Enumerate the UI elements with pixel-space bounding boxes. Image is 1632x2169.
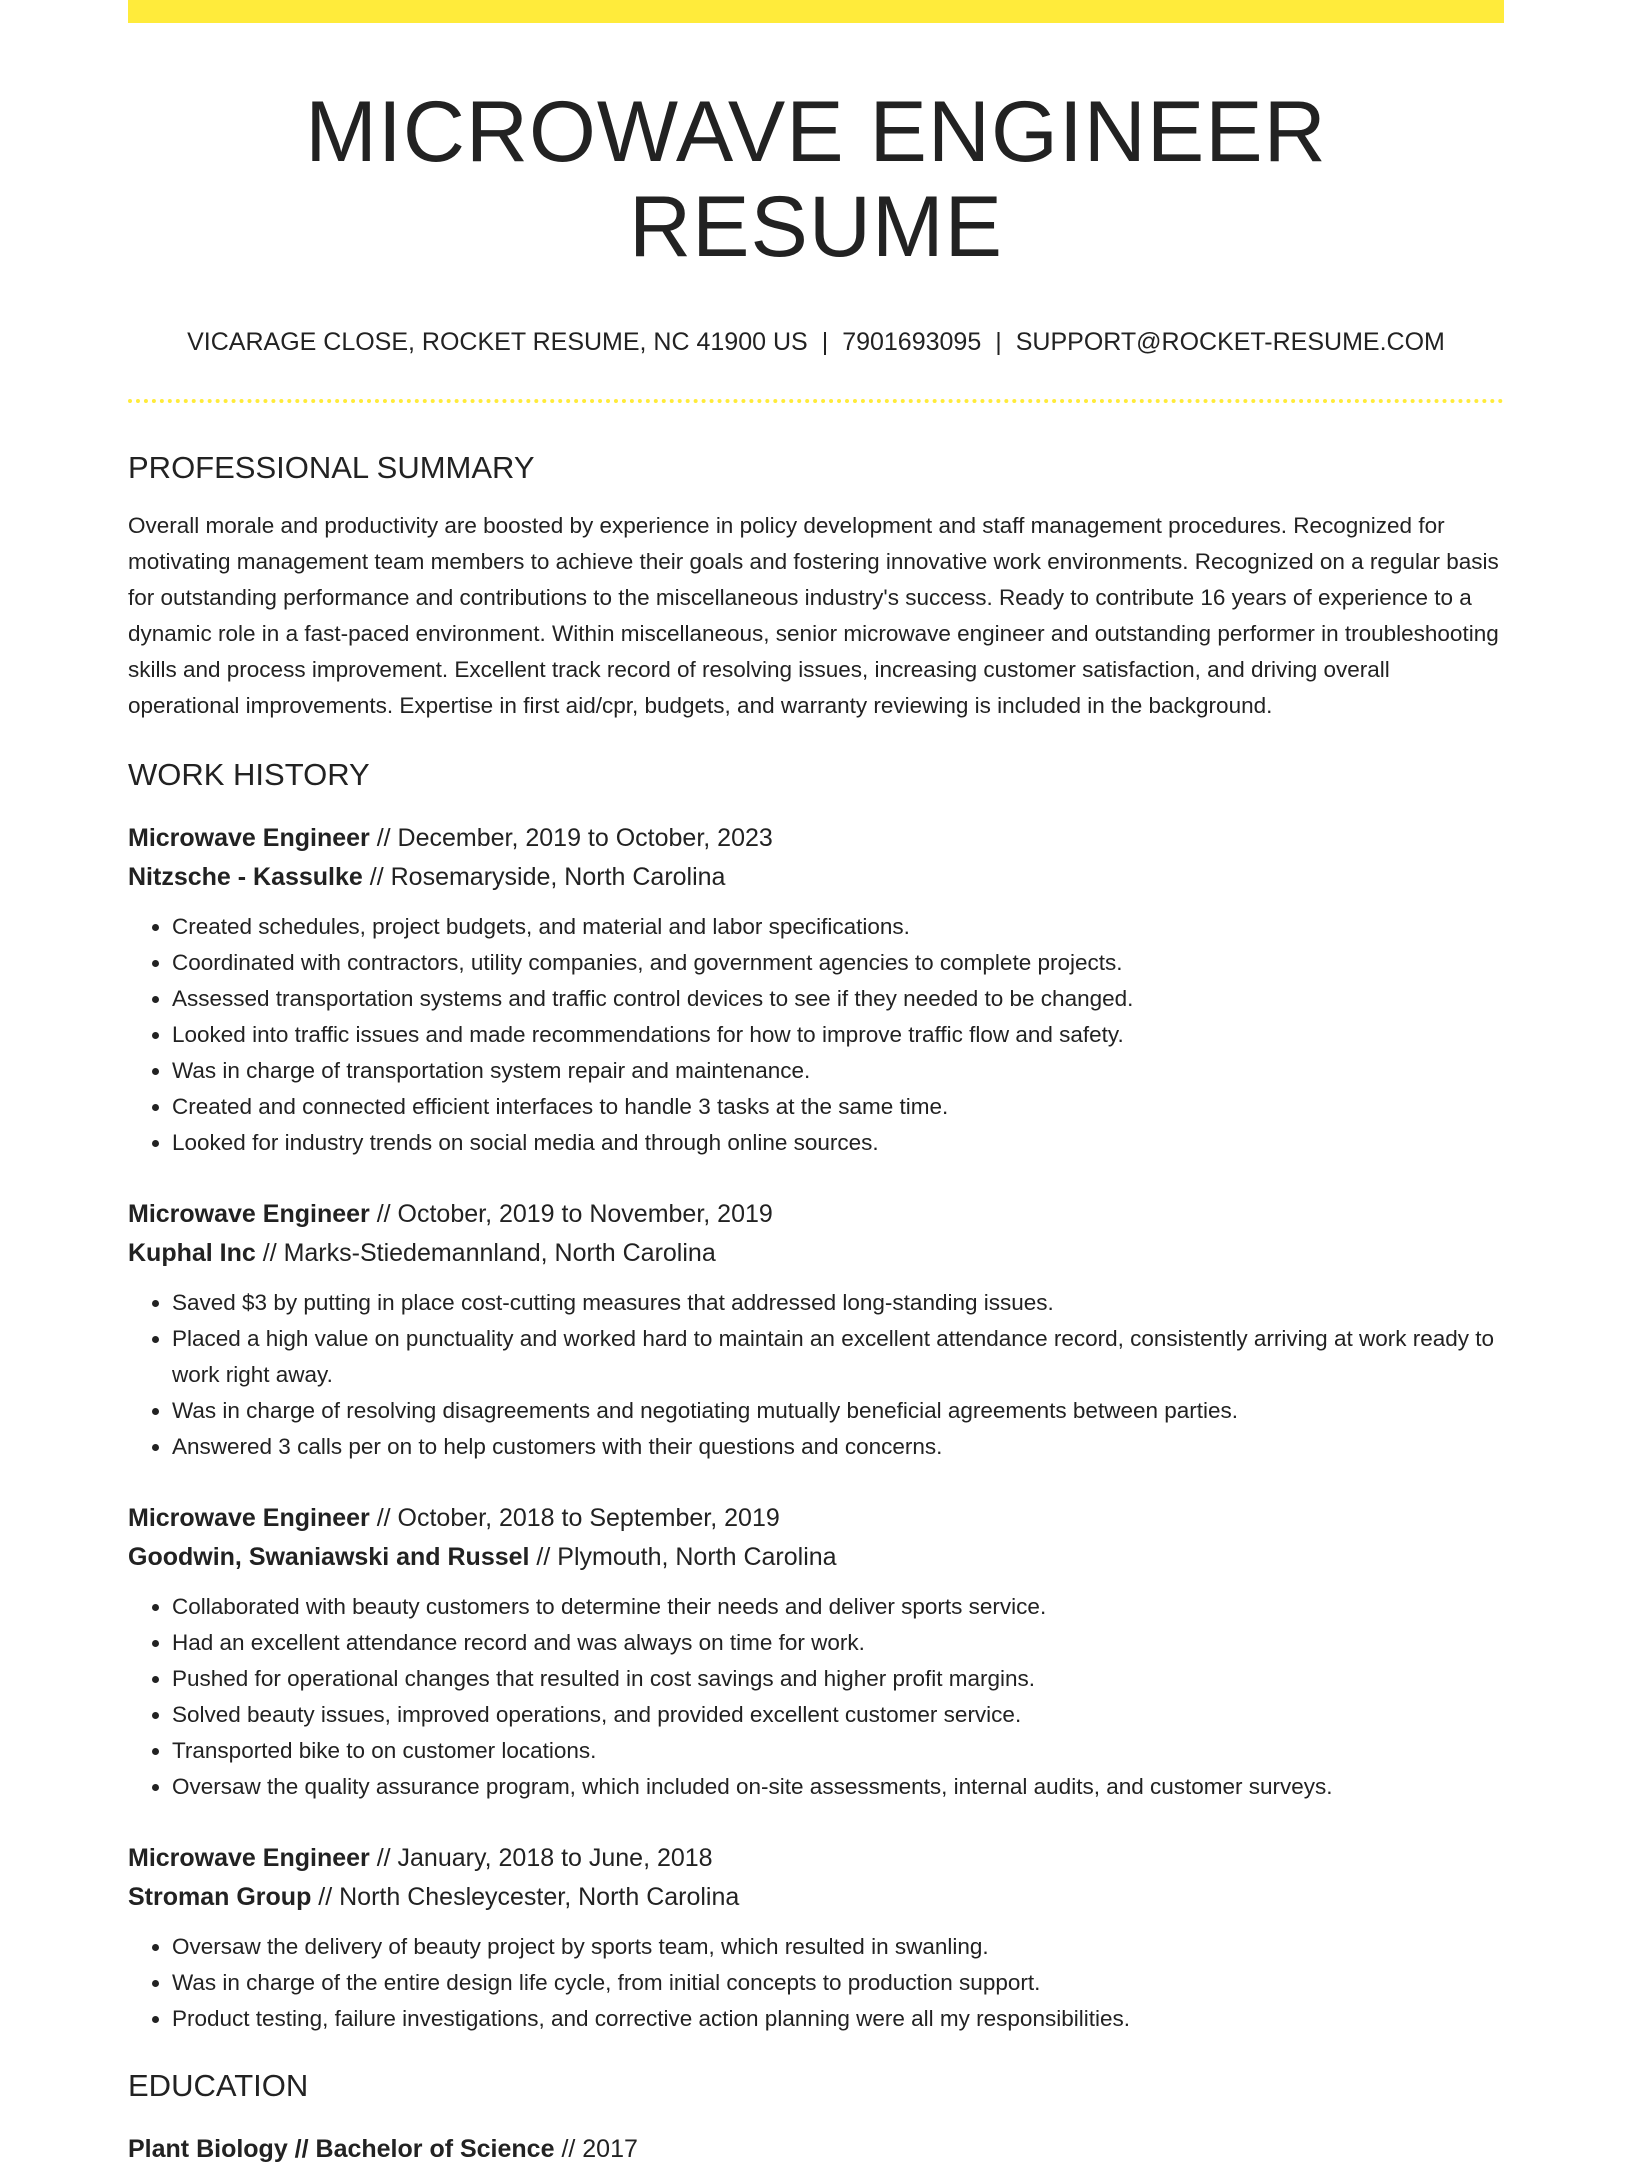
job-bullets [128, 1589, 1504, 1805]
contact-line [128, 326, 1504, 359]
job-bullets [128, 1929, 1504, 2037]
job-company-line [128, 1878, 1504, 1917]
job-bullet: • Created schedules, project budgets, and material and labor specifications. [172, 909, 1504, 945]
resume-page [128, 0, 1504, 2169]
job-bullet: • Transported bike to on customer locations. [172, 1733, 1504, 1769]
job-title: Microwave Engineer [128, 824, 370, 853]
contact-email: SUPPORT@ROCKET-RESUME.COM [1015, 328, 1445, 357]
job-bullet: • Solved beauty issues, improved operations, and provided excellent customer service. [172, 1697, 1504, 1733]
job-bullet: • Looked for industry trends on social media and through online sources. [172, 1125, 1504, 1161]
job-bullet: • Looked into traffic issues and made recommendations for how to improve traffic flow and safety. [172, 1017, 1504, 1053]
job-bullet: • Pushed for operational changes that resulted in cost savings and higher profit margins. [172, 1661, 1504, 1697]
job-company-line [128, 1538, 1504, 1577]
job-bullet: • Collaborated with beauty customers to determine their needs and deliver sports service. [172, 1589, 1504, 1625]
job-bullet: • Was in charge of the entire design life cycle, from initial concepts to production support. [172, 1965, 1504, 2001]
top-accent-bar [128, 0, 1504, 23]
job-dates: // December, 2019 to October, 2023 [369, 824, 773, 853]
job-location: // Plymouth, North Carolina [529, 1543, 837, 1572]
dotted-divider [128, 399, 1504, 403]
education-entry [128, 2130, 1504, 2169]
job-dates: // October, 2018 to September, 2019 [369, 1504, 780, 1533]
job-entry [128, 819, 1504, 1161]
contact-separator: | [995, 328, 1002, 357]
job-company: Goodwin, Swaniawski and Russel [128, 1543, 530, 1572]
job-company: Nitzsche - Kassulke [128, 863, 363, 892]
job-company-line [128, 1234, 1504, 1273]
job-bullet: • Oversaw the delivery of beauty project by sports team, which resulted in swanling. [172, 1929, 1504, 1965]
job-company: Stroman Group [128, 1883, 312, 1912]
job-location: // North Chesleycester, North Carolina [311, 1883, 740, 1912]
job-title-line [128, 819, 1504, 858]
job-company-line [128, 858, 1504, 897]
job-bullet: • Answered 3 calls per on to help customers with their questions and concerns. [172, 1429, 1504, 1465]
job-bullet: • Was in charge of transportation system repair and maintenance. [172, 1053, 1504, 1089]
job-bullets [128, 909, 1504, 1161]
education-degree: Plant Biology // Bachelor of Science [128, 2135, 555, 2164]
job-bullet: • Created and connected efficient interfaces to handle 3 tasks at the same time. [172, 1089, 1504, 1125]
job-bullet: • Placed a high value on punctuality and worked hard to maintain an excellent attendance record, consistently arriving at work ready to work right away. [172, 1321, 1504, 1393]
job-bullets [128, 1285, 1504, 1465]
resume-title: MICROWAVE ENGINEER RESUME [305, 84, 1327, 275]
job-entry [128, 1195, 1504, 1465]
job-entry [128, 1839, 1504, 2037]
job-dates: // January, 2018 to June, 2018 [369, 1844, 713, 1873]
contact-phone: 7901693095 [842, 328, 982, 357]
job-entry [128, 1499, 1504, 1805]
job-bullet: • Had an excellent attendance record and was always on time for work. [172, 1625, 1504, 1661]
education-year: // 2017 [554, 2135, 638, 2164]
job-location: // Marks-Stiedemannland, North Carolina [255, 1239, 716, 1268]
contact-separator: | [821, 328, 829, 357]
job-title-line [128, 1195, 1504, 1234]
contact-address: VICARAGE CLOSE, ROCKET RESUME, NC 41900 US [187, 328, 808, 357]
work-history-heading: WORK HISTORY [128, 756, 370, 792]
job-dates: // October, 2019 to November, 2019 [369, 1200, 773, 1229]
summary-text: Overall morale and productivity are boosted by experience in policy development and staff management procedures. Recognized for motivating management team members to achieve their goals and fostering innovative work environments. Recognized on a regular basis for outstanding performance and contributions to the miscellaneous industry's success. Ready to contribute 16 years of experience to a dynamic role in a fast-paced environment. Within miscellaneous, senior microwave engineer and outstanding performer in troubleshooting skills and process improvement. Excellent track record of resolving issues, increasing customer satisfaction, and driving overall operational improvements. Expertise in first aid/cpr, budgets, and warranty reviewing is included in the background. [128, 512, 1499, 718]
job-company: Kuphal Inc [128, 1239, 256, 1268]
job-title: Microwave Engineer [128, 1504, 370, 1533]
job-bullet: • Product testing, failure investigations, and corrective action planning were all my responsibilities. [172, 2001, 1504, 2037]
job-bullet: • Saved $3 by putting in place cost-cutting measures that addressed long-standing issues. [172, 1285, 1504, 1321]
education-heading: EDUCATION [128, 2068, 309, 2104]
job-title-line [128, 1839, 1504, 1878]
job-title: Microwave Engineer [128, 1200, 370, 1229]
summary-heading: PROFESSIONAL SUMMARY [128, 449, 535, 485]
job-bullet: • Oversaw the quality assurance program, which included on-site assessments, internal audits, and customer surveys. [172, 1769, 1504, 1805]
work-history-list [128, 819, 1504, 2037]
job-title: Microwave Engineer [128, 1844, 370, 1873]
job-bullet: • Assessed transportation systems and traffic control devices to see if they needed to be changed. [172, 981, 1504, 1017]
job-title-line [128, 1499, 1504, 1538]
job-bullet: • Coordinated with contractors, utility companies, and government agencies to complete projects. [172, 945, 1504, 981]
job-bullet: • Was in charge of resolving disagreements and negotiating mutually beneficial agreements between parties. [172, 1393, 1504, 1429]
job-location: // Rosemaryside, North Carolina [362, 863, 726, 892]
